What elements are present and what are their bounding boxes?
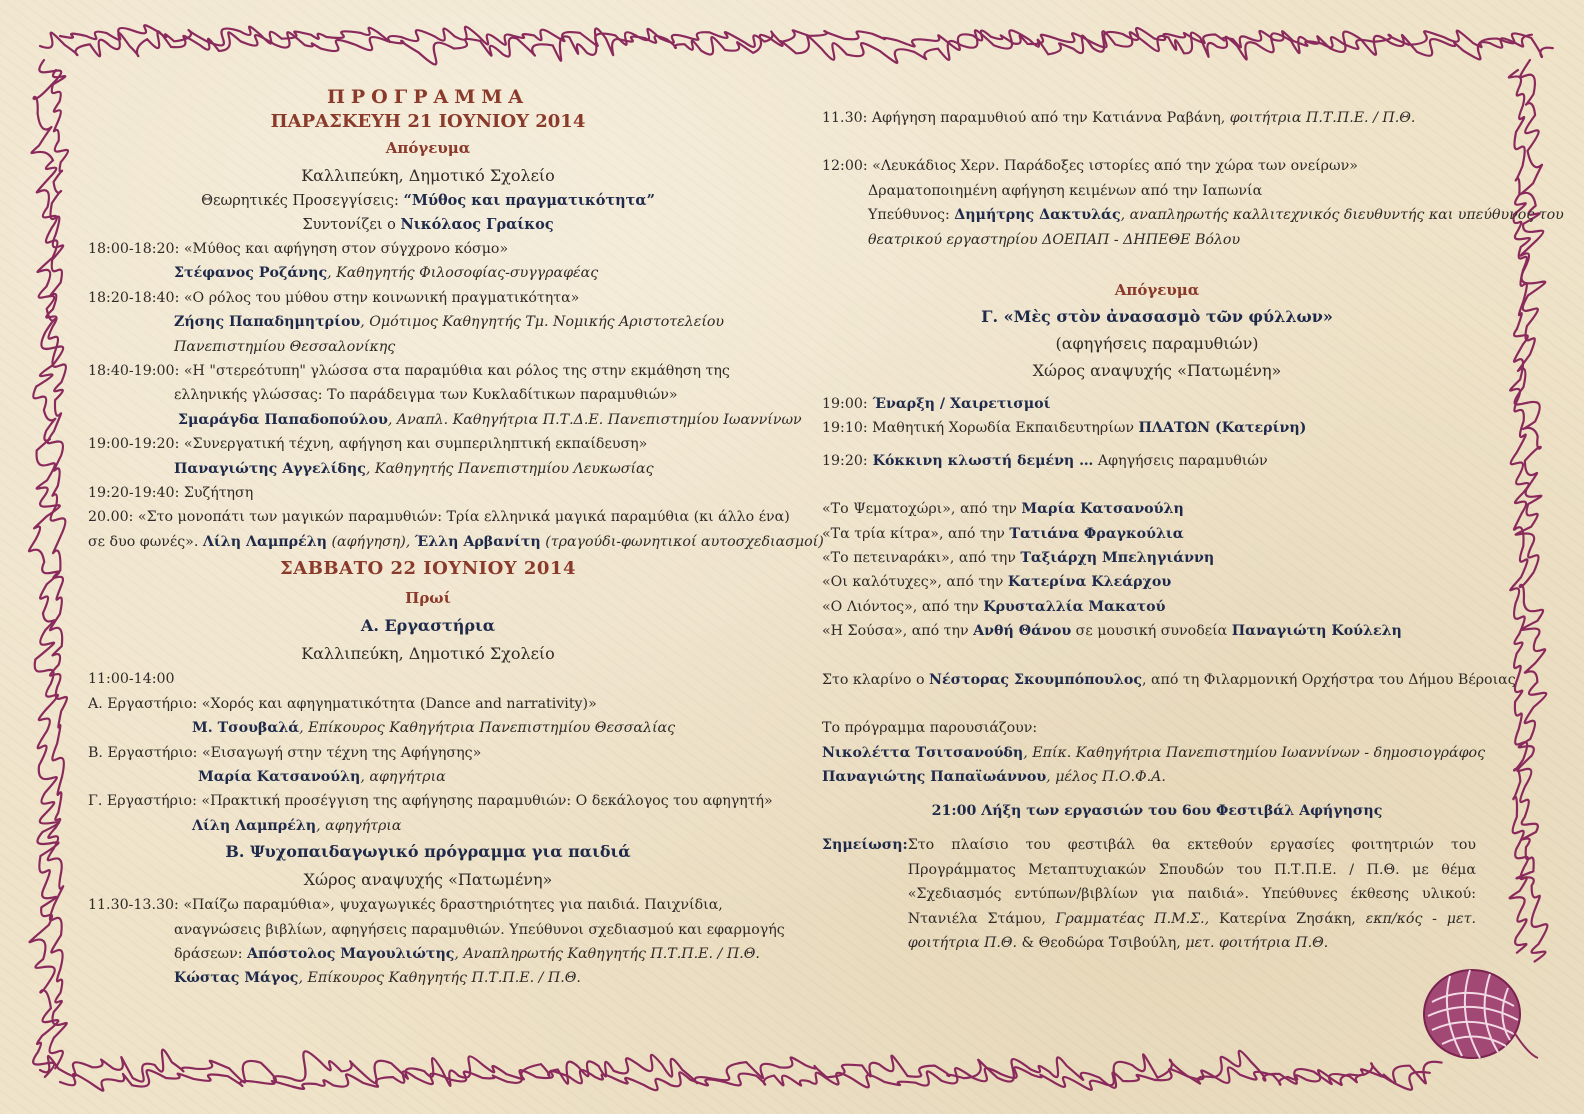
afternoon-heading: Απόγευμα [385,139,471,157]
workshop-c: Γ. Εργαστήριο: «Πρακτική προσέγγιση της αφήγησης παραμυθιών: Ο δεκάλογος του αφηγητή» [88,793,773,810]
session-6-performers: σε δυο φωνές». Λίλη Λαμπρέλη (αφήγηση), Έλλη Αρβανίτη (τραγούδι-φωνητικοί αυτοσχεδιασμοί) [88,533,824,550]
presenter-2: Παναγιώτης Παπαϊωάννου, μέλος Π.Ο.Φ.Α. [822,768,1166,785]
session-2: 18:20-18:40: «Ο ρόλος του μύθου στην κοινωνική πραγματικότητα» [88,289,580,306]
speaker-3: Σμαράγδα Παπαδοπούλου, Αναπλ. Καθηγήτρια Π.Τ.Δ.Ε. Πανεπιστημίου Ιωαννίνων [178,411,802,428]
coordinator-line: Συντονίζει ο Νικόλαος Γραίκος [302,216,554,233]
storytelling-1130: 11.30: Αφήγηση παραμυθιού από την Κατιάννα Ραβάνη, φοιτήτρια Π.Τ.Π.Ε. / Π.Θ. [822,110,1416,126]
note-label: Σημείωση: [822,837,908,854]
session-1: 18:00-18:20: «Μύθος και αφήγηση στον σύγχρονο κόσμο» [88,241,509,257]
section-g-subtitle: (αφηγήσεις παραμυθιών) [1055,334,1259,354]
session-4: 19:00-19:20: «Συνεργατική τέχνη, αφήγηση και συμπεριληπτική εκπαίδευση» [88,436,648,453]
kids-program-heading: Β. Ψυχοπαιδαγωγικό πρόγραμμα για παιδιά [225,842,631,862]
section-g-title: Γ. «Μὲς στὸν ἀνασασμὸ τῶν φύλλων» [981,307,1333,327]
note-block [822,833,1492,955]
lafcadio-hearn-line: 12:00: «Λευκάδιος Χερν. Παράδοξες ιστορίες από την χώρα των ονείρων» [822,158,1358,175]
event-1910: 19:10: Μαθητική Χορωδία Εκπαιδευτηρίων ΠΛΑΤΩΝ (Κατερίνη) [822,420,1307,437]
kids-activity: 11.30-13.30: «Παίζω παραμύθια», ψυχαγωγικές δραστηριότητες για παιδιά. Παιχνίδια, [88,897,723,914]
program-title: ΠΡΟΓΡΑΜΜΑ [326,86,530,108]
presenter-1: Νικολέττα Τσιτσανούδη, Επίκ. Καθηγήτρια Πανεπιστημίου Ιωαννίνων - δημοσιογράφος [822,744,1486,761]
session-3-cont: ελληνικής γλώσσας: Το παράδειγμα των Κυκλαδίτικων παραμυθιών» [174,387,678,404]
morning-heading: Πρωί [405,589,451,608]
tale-2: «Τα τρία κίτρα», από την Τατιάνα Φραγκούλια [822,525,1184,542]
approaches-line: Θεωρητικές Προσεγγίσεις: “Μύθος και πραγματικότητα” [201,192,655,209]
workshop-b-leader: Μαρία Κατσανούλη, αφηγήτρια [198,768,446,785]
closing-line: 21:00 Λήξη των εργασιών του 6ου Φεστιβάλ Αφήγησης [931,803,1383,820]
workshop-c-leader: Λίλη Λαμπρέλη, αφηγήτρια [192,817,402,834]
clarinet-line: Στο κλαρίνο ο Νέστορας Σκουμπόπουλος, από τη Φιλαρμονική Ορχήστρα του Δήμου Βέροιας [822,671,1516,688]
scribble-border-stroke [60,1067,1430,1090]
event-1920: 19:20: Κόκκινη κλωστή δεμένη … Αφηγήσεις παραμυθιών [822,452,1268,469]
kids-organizer-2: Κώστας Μάγος, Επίκουρος Καθηγητής Π.Τ.Π.Ε. / Π.Θ. [174,970,581,987]
event-1900: 19:00: Έναρξη / Χαιρετισμοί [822,396,1051,413]
lafcadio-hearn-resp-2: θεατρικού εργαστηρίου ΔΟΕΠΑΠ - ΔΗΠΕΘΕ Βόλου [868,231,1241,248]
saturday-date: ΣΑΒΒΑΤΟ 22 ΙΟΥΝΙΟΥ 2014 [280,558,576,580]
right-page [822,106,1564,955]
workshop-a-leader: Μ. Τσουβαλά, Επίκουρος Καθηγήτρια Πανεπιστημίου Θεσσαλίας [192,720,676,737]
presenters-heading: Το πρόγραμμα παρουσιάζουν: [822,720,1038,737]
tale-3: «Το πετειναράκι», από την Ταξιάρχη Μπεληγιάννη [822,550,1215,567]
note-text: Στο πλαίσιο του φεστιβάλ θα εκτεθούν εργασίες φοιτητριών του Προγράμματος Μεταπτυχιακών Σπουδών του Π.Τ.Π.Ε. / Π.Θ. με θέμα «Σχεδιασμός εντύπων/βιβλίων για παιδιά». Υπεύθυνες έκθεσης υλικού: Ντανιέλα Στάμου, Γραμματέας Π.Μ.Σ., Κατερίνα Ζησάκη, εκπ/κός - μετ. φοιτήτρια Π.Θ. & Θεοδώρα Τσιβούλη, μετ. φοιτήτρια Π.Θ. [907,837,1476,951]
scribble-border-stroke [29,60,63,1077]
kids-organizer-1: δράσεων: Απόστολος Μαγουλιώτης, Αναπληρωτής Καθηγητής Π.Τ.Π.Ε. / Π.Θ. [174,945,760,962]
friday-date: ΠΑΡΑΣΚΕΥΗ 21 ΙΟΥΝΙΟΥ 2014 [270,111,586,132]
session-3: 18:40-19:00: «Η "στερεότυπη" γλώσσα στα παραμύθια και ρόλος της στην εκμάθηση της [88,363,730,380]
workshop-b: Β. Εργαστήριο: «Εισαγωγή στην τέχνη της Αφήγησης» [88,744,482,761]
speaker-2-role: Πανεπιστημίου Θεσσαλονίκης [174,338,396,355]
workshops-time: 11:00-14:00 [88,671,175,688]
workshop-a: Α. Εργαστήριο: «Χορός και αφηγηματικότητα (Dance and narrativity)» [88,695,597,712]
kids-venue: Χώρος αναψυχής «Πατωμένη» [303,870,553,890]
speaker-2: Ζήσης Παπαδημητρίου, Ομότιμος Καθηγητής Τμ. Νομικής Αριστοτελείου [174,314,725,331]
lafcadio-hearn-desc: Δραματοποιημένη αφήγηση κειμένων από την Ιαπωνία [868,182,1263,199]
venue-2: Καλλιπεύκη, Δημοτικό Σχολείο [301,644,555,664]
venue: Καλλιπεύκη, Δημοτικό Σχολείο [301,166,555,185]
speaker-4: Παναγιώτης Αγγελίδης, Καθηγητής Πανεπιστημίου Λευκωσίας [174,460,654,477]
left-page [88,84,824,991]
tale-1: «Το Ψεματοχώρι», από την Μαρία Κατσανούλη [822,501,1184,518]
speaker-1: Στέφανος Ροζάνης, Καθηγητής Φιλοσοφίας-συγγραφέας [174,265,599,282]
kids-activity-2: αναγνώσεις βιβλίων, αφηγήσεις παραμυθιών. Υπεύθυνοι σχεδιασμού και εφαρμογής [174,921,785,938]
tale-6: «Η Σούσα», από την Ανθή Θάνου σε μουσική συνοδεία Παναγιώτη Κούλελη [822,623,1402,640]
lafcadio-hearn-resp: Υπεύθυνος: Δημήτρης Δακτυλάς, αναπληρωτής καλλιτεχνικός διευθυντής και υπεύθυνος του [868,207,1564,224]
tale-4: «Οι καλότυχες», από την Κατερίνα Κλεάρχου [822,574,1172,591]
session-5: 19:20-19:40: Συζήτηση [88,485,254,502]
session-6: 20.00: «Στο μονοπάτι των μαγικών παραμυθιών: Τρία ελληνικά μαγικά παραμύθια (κι άλλο ένα) [88,509,790,526]
tale-5: «Ο Λιόντος», από την Κρυσταλλία Μακατού [822,598,1166,615]
section-g-venue: Χώρος αναψυχής «Πατωμένη» [1032,361,1282,381]
afternoon-heading-2: Απόγευμα [1114,281,1200,300]
yarn-ball-icon [1410,962,1540,1072]
workshops-heading: Α. Εργαστήρια [360,616,496,636]
